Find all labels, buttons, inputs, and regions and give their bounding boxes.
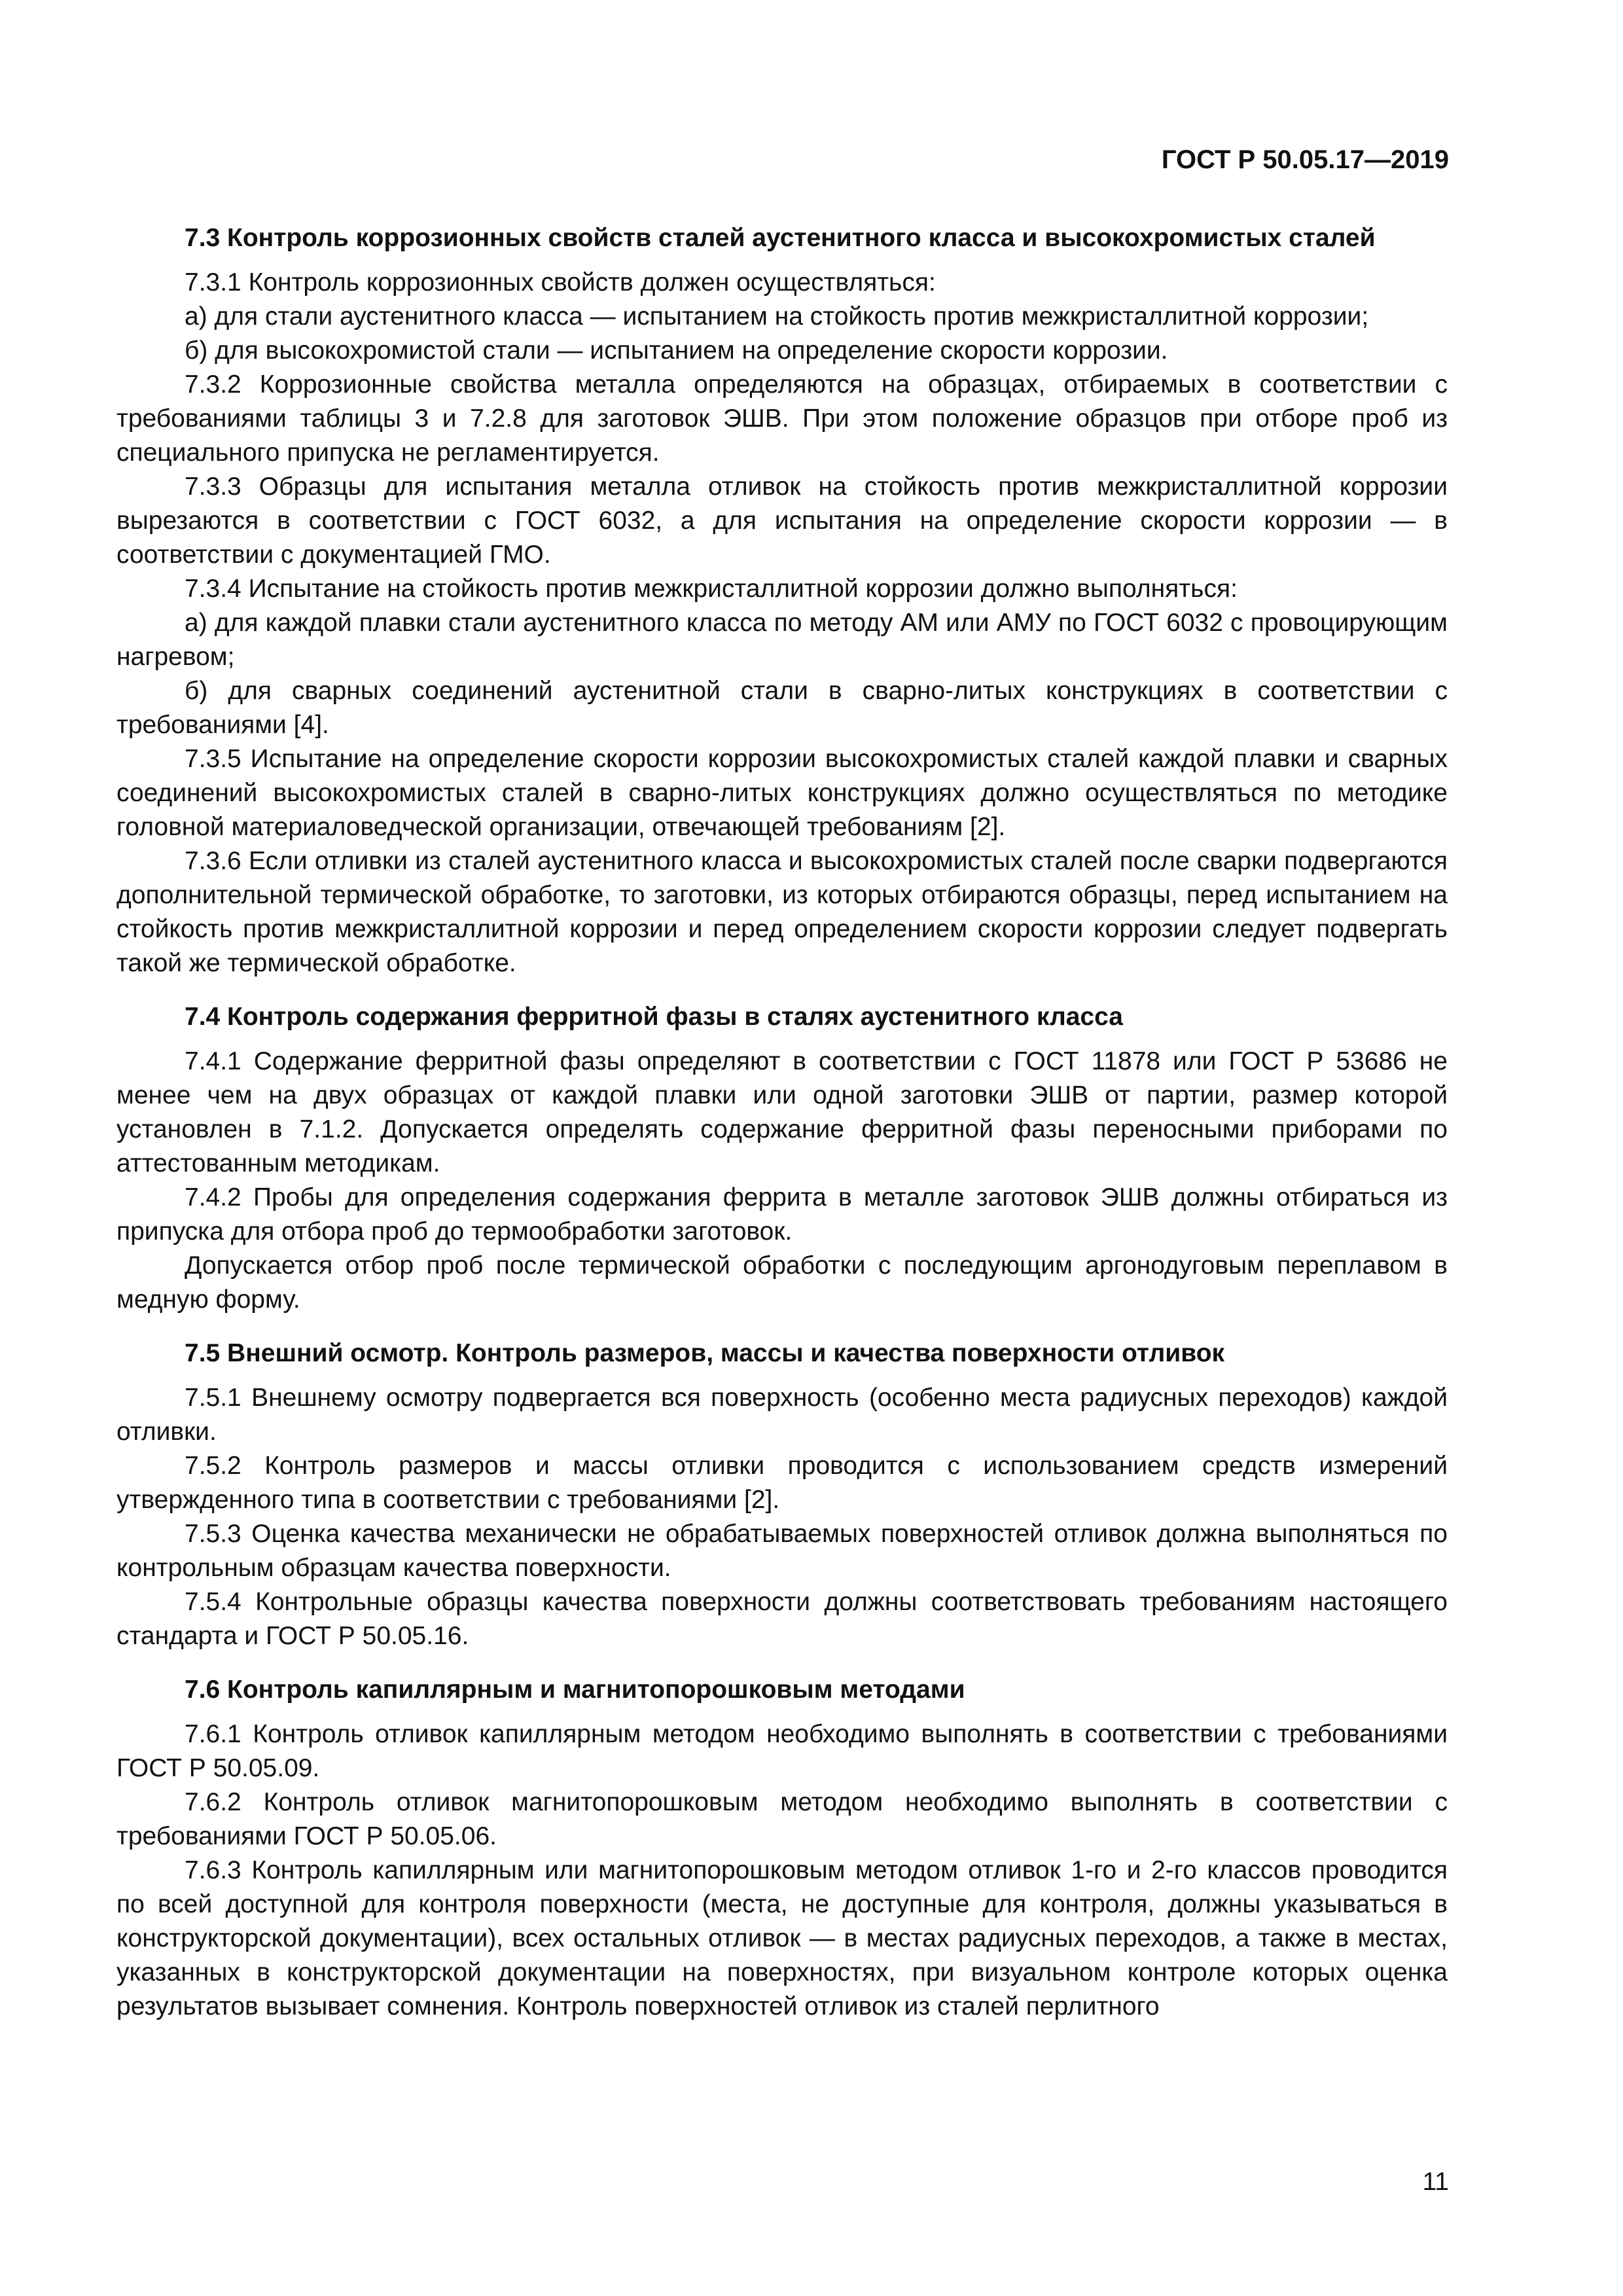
section-7-3 [116,221,1448,980]
section-heading-7-3: 7.3 Контроль коррозионных свойств сталей аустенитного класса и высокохромистых сталей [185,224,1376,252]
paragraph-7-5-4: 7.5.4 Контрольные образцы качества поверхности должны соответствовать требованиям настоящего стандарта и ГОСТ Р 50.05.16. [116,1588,1448,1650]
paragraph-7-6-2: 7.6.2 Контроль отливок магнитопорошковым методом необходимо выполнять в соответствии с требованиями ГОСТ Р 50.05.06. [116,1788,1448,1850]
paragraph-7-5-2: 7.5.2 Контроль размеров и массы отливки проводится с использованием средств измерений утвержденного типа в соответствии с требованиями [2]. [116,1452,1448,1514]
paragraph-7-5-3: 7.5.3 Оценка качества механически не обрабатываемых поверхностей отливок должна выполняться по контрольным образцам качества поверхности. [116,1520,1448,1582]
paragraph-7-3-4: 7.3.4 Испытание на стойкость против межкристаллитной коррозии должно выполняться: [185,575,1238,603]
paragraph-7-4-1: 7.4.1 Содержание ферритной фазы определяют в соответствии с ГОСТ 11878 или ГОСТ Р 53686 не менее чем на двух образцах от каждой плавки или одной заготовки ЭШВ от партии, размер которой установлен в 7.1.2. Допускается определять содержание ферритной фазы переносными приборами по аттестованным методикам. [116,1047,1448,1177]
paragraph-7-3-3: 7.3.3 Образцы для испытания металла отливок на стойкость против межкристаллитной коррозии вырезаются в соответствии с ГОСТ 6032, а для испытания на определение скорости коррозии — в соответствии с документацией ГМО. [116,473,1448,569]
section-7-6 [116,1673,1448,2024]
paragraph-7-3-2: 7.3.2 Коррозионные свойства металла определяются на образцах, отбираемых в соответствии с требованиями таблицы 3 и 7.2.8 для заготовок ЭШВ. При этом положение образцов при отборе проб из специального припуска не регламентируется. [116,370,1448,467]
section-heading-7-5: 7.5 Внешний осмотр. Контроль размеров, массы и качества поверхности отливок [185,1339,1225,1367]
paragraph-7-6-1: 7.6.1 Контроль отливок капиллярным методом необходимо выполнять в соответствии с требованиями ГОСТ Р 50.05.09. [116,1720,1448,1782]
paragraph-7-3-4-a: а) для каждой плавки стали аустенитного класса по методу АМ или АМУ по ГОСТ 6032 с провоцирующим нагревом; [116,609,1448,671]
paragraph-7-4-2: 7.4.2 Пробы для определения содержания феррита в металле заготовок ЭШВ должны отбираться из припуска для отбора проб до термообработки заготовок. [116,1183,1448,1246]
paragraph-7-3-5: 7.3.5 Испытание на определение скорости коррозии высокохромистых сталей каждой плавки и сварных соединений высокохромистых сталей в сварно-литых конструкциях должно осуществляться по методике головной материаловедческой организации, отвечающей требованиям [2]. [116,745,1448,841]
paragraph-7-3-1-b: б) для высокохромистой стали — испытанием на определение скорости коррозии. [185,336,1168,365]
document-code: ГОСТ Р 50.05.17—2019 [1161,145,1449,174]
paragraph-7-3-1-a: а) для стали аустенитного класса — испытанием на стойкость против межкристаллитной коррозии; [185,302,1369,331]
paragraph-7-3-1: 7.3.1 Контроль коррозионных свойств должен осуществляться: [185,268,936,296]
document-body [116,221,1448,2024]
paragraph-7-3-4-b: б) для сварных соединений аустенитной стали в сварно-литых конструкциях в соответствии с требованиями [4]. [116,677,1448,739]
paragraph-7-4-2-note: Допускается отбор проб после термической обработки с последующим аргонодуговым переплавом в медную форму. [116,1251,1448,1314]
paragraph-7-6-3: 7.6.3 Контроль капиллярным или магнитопорошковым методом отливок 1-го и 2-го классов проводится по всей доступной для контроля поверхности (места, не доступные для контроля, должны указываться в конструкторской документации), всех остальных отливок — в местах радиусных переходов, а также в местах, указанных в конструкторской документации на поверхностях, при визуальном контроле которых оценка результатов вызывает сомнения. Контроль поверхностей отливок из сталей перлитного [116,1856,1448,2020]
section-7-5 [116,1336,1448,1653]
section-7-4 [116,1000,1448,1317]
section-heading-7-6: 7.6 Контроль капиллярным и магнитопорошковым методами [185,1676,965,1704]
paragraph-7-3-6: 7.3.6 Если отливки из сталей аустенитного класса и высокохромистых сталей после сварки подвергаются дополнительной термической обработке, то заготовки, из которых отбираются образцы, перед испытанием на стойкость против межкристаллитной коррозии и перед определением скорости коррозии следует подвергать такой же термической обработке. [116,847,1448,977]
paragraph-7-5-1: 7.5.1 Внешнему осмотру подвергается вся поверхность (особенно места радиусных переходов) каждой отливки. [116,1384,1448,1446]
page-number: 11 [1422,2168,1449,2196]
section-heading-7-4: 7.4 Контроль содержания ферритной фазы в сталях аустенитного класса [185,1003,1123,1031]
